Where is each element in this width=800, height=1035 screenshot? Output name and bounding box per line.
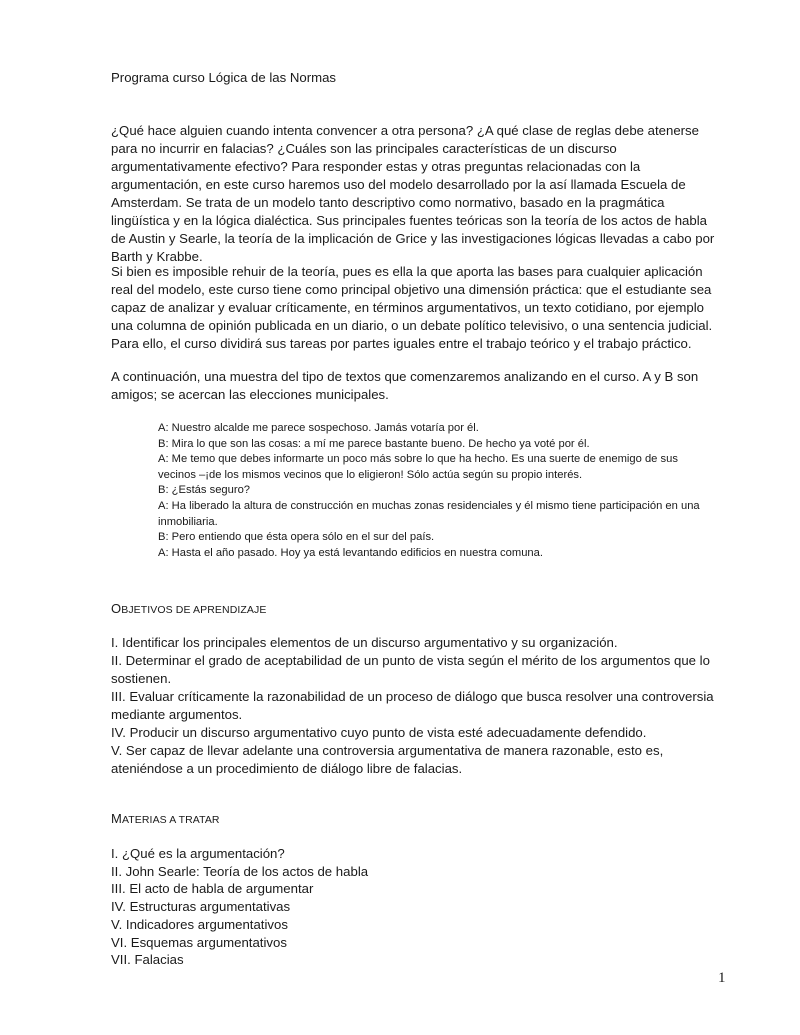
- topics-heading-rest: ATERIAS A TRATAR: [121, 814, 220, 826]
- page-number: 1: [718, 970, 726, 986]
- objectives-list: [111, 634, 715, 778]
- topics-heading: [111, 811, 220, 826]
- topic-item: VII. Falacias: [111, 952, 184, 968]
- dialogue-line: A: Me temo que debes informarte un poco más sobre lo que ha hecho. Es una suerte de enemigo de sus vecinos –¡de los mismos vecinos que lo eligieron! Sólo actúa según su propio interés.: [158, 453, 678, 481]
- dialogue-example: [158, 421, 718, 561]
- topics-list: [111, 845, 715, 969]
- dialogue-line: B: Pero entiendo que ésta opera sólo en el sur del país.: [158, 531, 435, 544]
- objective-item: V. Ser capaz de llevar adelante una controversia argumentativa de manera razonable, esto es, ateniéndose a un procedimiento de diálogo libre de falacias.: [111, 743, 664, 776]
- topic-item: VI. Esquemas argumentativos: [111, 934, 287, 950]
- topic-item: I. ¿Qué es la argumentación?: [111, 846, 285, 861]
- dialogue-line: A: Hasta el año pasado. Hoy ya está levantando edificios en nuestra comuna.: [158, 546, 543, 559]
- document-title: Programa curso Lógica de las Normas: [111, 70, 337, 85]
- objective-item: III. Evaluar críticamente la razonabilidad de un proceso de diálogo que busca resolver una controversia mediante argumentos.: [111, 689, 714, 722]
- objectives-heading: [111, 601, 266, 616]
- dialogue-line: B: Mira lo que son las cosas: a mí me parece bastante bueno. De hecho ya voté por él.: [158, 437, 590, 450]
- objective-item: I. Identificar los principales elementos de un discurso argumentativo y su organización.: [111, 635, 618, 650]
- dialogue-line: A: Nuestro alcalde me parece sospechoso. Jamás votaría por él.: [158, 422, 479, 434]
- topic-item: V. Indicadores argumentativos: [111, 916, 288, 932]
- dialogue-line: B: ¿Estás seguro?: [158, 484, 251, 497]
- dialogue-line: A: Ha liberado la altura de construcción en muchas zonas residenciales y él mismo tiene participación en una inmobiliaria.: [158, 499, 700, 528]
- topic-item: III. El acto de habla de argumentar: [111, 881, 314, 897]
- intro-paragraph-2: Si bien es imposible rehuir de la teoría, pues es ella la que aporta las bases para cualquier aplicación real del modelo, este curso tiene como principal objetivo una dimensión práctica: que el estudiante sea capaz de analizar y evaluar críticamente, en términos argumentativos, un texto cotidiano, por ejemplo una columna de opinión publicada en un diario, o un debate político televisivo, o una sentencia judicial. Para ello, el curso dividirá sus tareas por partes iguales entre el trabajo teórico y el trabajo práctico.: [111, 264, 713, 351]
- topic-item: II. John Searle: Teoría de los actos de habla: [111, 863, 369, 879]
- intro-paragraph-3: A continuación, una muestra del tipo de textos que comenzaremos analizando en el curso. A y B son amigos; se acercan las elecciones municipales.: [111, 369, 699, 402]
- objective-item: II. Determinar el grado de aceptabilidad de un punto de vista según el mérito de los argumentos que lo sostienen.: [111, 653, 710, 686]
- objective-item: IV. Producir un discurso argumentativo cuyo punto de vista esté adecuadamente defendido.: [111, 725, 647, 740]
- topic-item: IV. Estructuras argumentativas: [111, 899, 291, 915]
- intro-paragraph-1: ¿Qué hace alguien cuando intenta convencer a otra persona? ¿A qué clase de reglas debe atenerse para no incurrir en falacias? ¿Cuáles son las principales características de un discurso argumentativamente efectivo? Para responder estas y otras preguntas relacionadas con la argumentación, en este curso haremos uso del modelo desarrollado por la así llamada Escuela de Amsterdam. Se trata de un modelo tanto descriptivo como normativo, basado en la pragmática lingüística y en la lógica dialéctica. Sus principales fuentes teóricas son la teoría de los actos de habla de Austin y Searle, la teoría de la implicación de Grice y las investigaciones lógicas llevadas a cabo por Barth y Krabbe.: [111, 123, 715, 264]
- topics-heading-initial: M: [111, 811, 122, 826]
- objectives-heading-rest: BJETIVOS DE APRENDIZAJE: [121, 604, 267, 616]
- objectives-heading-initial: O: [111, 601, 122, 616]
